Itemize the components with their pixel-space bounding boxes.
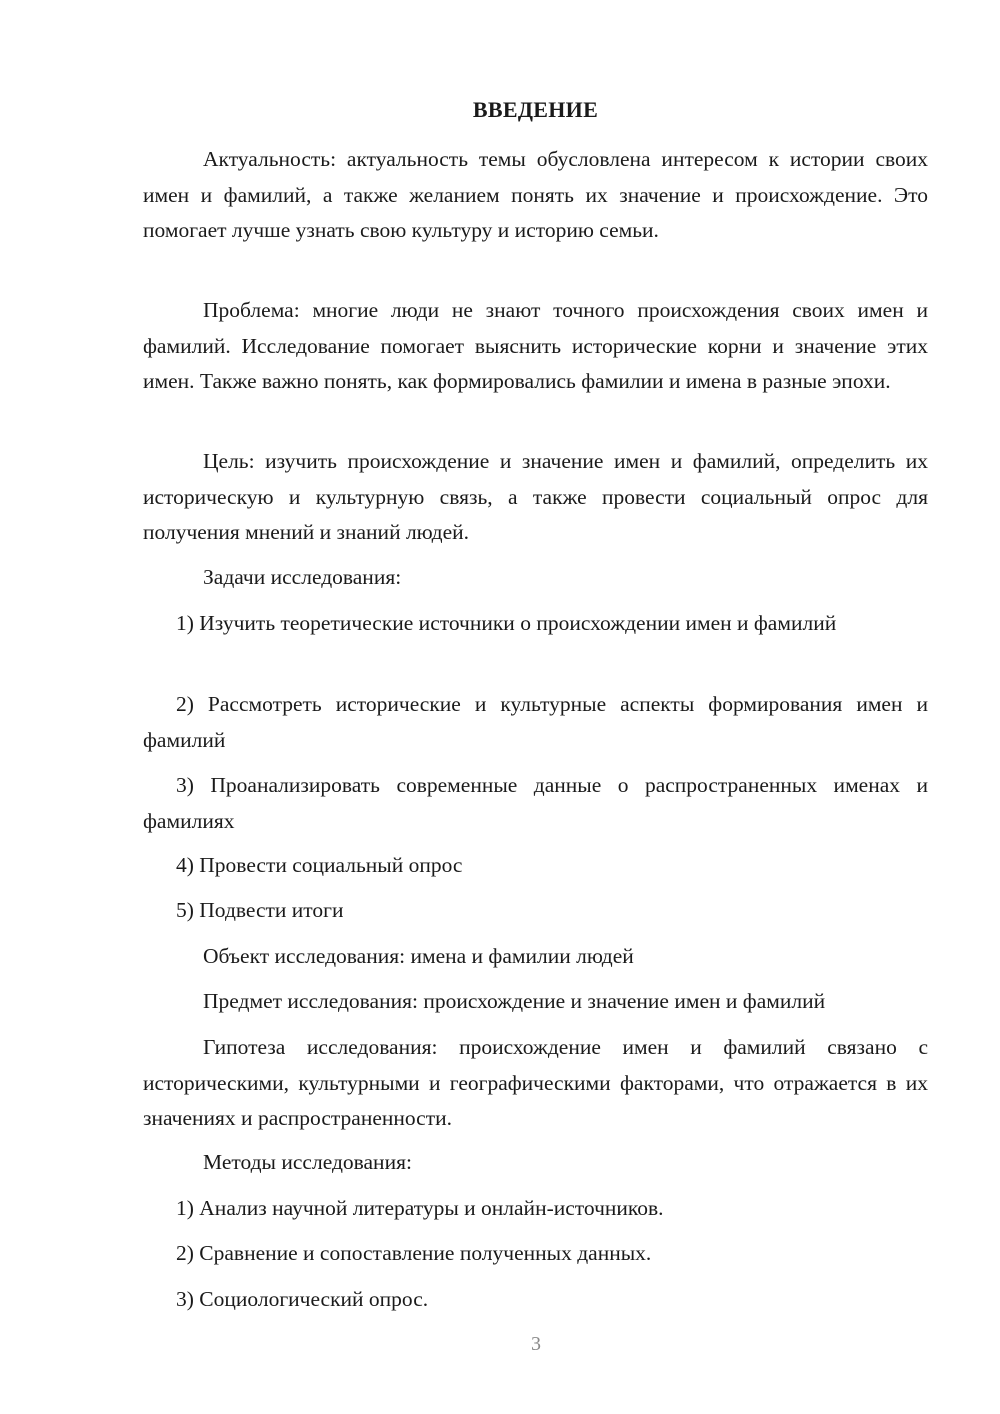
goal-paragraph: Цель: изучить происхождение и значение имен и фамилий, определить их историческую и культурную связь, а также провести социальный опрос для получения мнений и знаний людей. [143,449,928,544]
page-title: ВВЕДЕНИЕ [472,97,599,122]
page-number: 3 [531,1333,541,1355]
object-paragraph: Объект исследования: имена и фамилии людей [203,944,634,968]
hypothesis-paragraph: Гипотеза исследования: происхождение имен и фамилий связано с историческими, культурными и географическими факторами, что отражается в их значениях и распространенности. [143,1035,928,1130]
method-item-3: 3) Социологический опрос. [176,1287,429,1311]
task-item-2: 2) Рассмотреть исторические и культурные аспекты формирования имен и фамилий [143,692,928,752]
task-item-1: 1) Изучить теоретические источники о происхождении имен и фамилий [176,611,837,635]
task-item-3: 3) Проанализировать современные данные о распространенных именах и фамилиях [143,773,928,833]
problem-paragraph: Проблема: многие люди не знают точного происхождения своих имен и фамилий. Исследование помогает выяснить исторические корни и значение этих имен. Также важно понять, как формировались фамилии и имена в разные эпохи. [143,298,928,393]
relevance-paragraph: Актуальность: актуальность темы обусловлена интересом к истории своих имен и фамилий, а также желанием понять их значение и происхождение. Это помогает лучше узнать свою культуру и историю семьи. [143,147,928,242]
method-item-2: 2) Сравнение и сопоставление полученных данных. [176,1241,652,1265]
method-item-1: 1) Анализ научной литературы и онлайн-источников. [176,1196,664,1220]
subject-paragraph: Предмет исследования: происхождение и значение имен и фамилий [203,989,826,1013]
tasks-heading: Задачи исследования: [203,565,402,589]
task-item-5: 5) Подвести итоги [176,898,344,922]
task-item-4: 4) Провести социальный опрос [176,853,463,877]
methods-heading: Методы исследования: [203,1150,412,1174]
